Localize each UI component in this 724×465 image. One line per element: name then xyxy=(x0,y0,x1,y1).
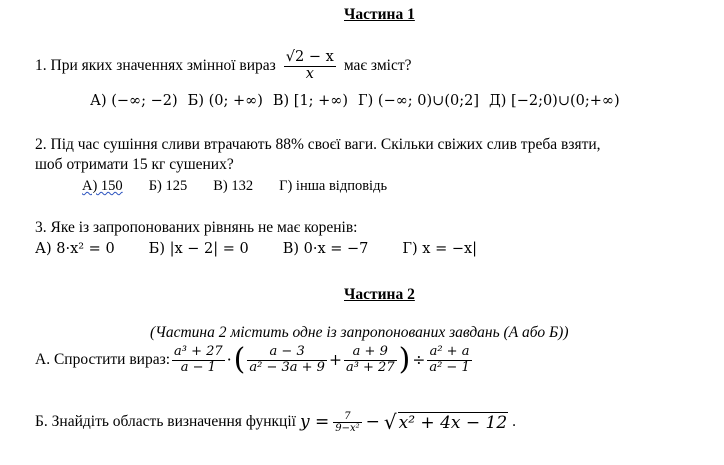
q1-prefix: 1. При яких значеннях змінної вираз xyxy=(35,57,276,75)
q3-option-b[interactable]: Б) |x − 2| = 0 xyxy=(148,241,249,257)
task-a-f1-denominator: a − 1 xyxy=(180,359,216,375)
q1-suffix: має зміст? xyxy=(343,57,412,75)
task-b-fraction-numerator: 7 xyxy=(333,411,361,423)
q1-option-d[interactable]: Г) (−∞; 0)∪(0;2] xyxy=(358,93,479,109)
part2-heading: Частина 2 xyxy=(344,286,415,303)
task-a-divide: ÷ xyxy=(412,351,426,369)
q3-option-d[interactable]: Г) x = −x| xyxy=(402,241,478,257)
task-a-fraction-2 xyxy=(247,345,327,375)
task-b-y: y = xyxy=(299,412,330,432)
task-a-f1-numerator: a³ + 27 xyxy=(174,344,223,360)
task-a-fraction-4 xyxy=(427,345,471,375)
q1-option-a[interactable]: А) (−∞; −2) xyxy=(90,93,178,109)
task-a-dot: · xyxy=(226,351,232,369)
task-b-period: . xyxy=(512,413,517,430)
q3-options xyxy=(35,241,477,257)
q2-option-b[interactable]: Б) 125 xyxy=(148,178,188,194)
task-a-f4-denominator: a² − 1 xyxy=(429,359,470,375)
task-b-label: Б. Знайдіть область визначення функції xyxy=(35,413,296,430)
q1-option-b[interactable]: Б) (0; +∞) xyxy=(187,93,263,109)
q2-option-d[interactable]: Г) інша відповідь xyxy=(279,178,388,194)
task-a-plus: + xyxy=(328,351,342,369)
q2-option-c[interactable]: В) 132 xyxy=(213,178,254,194)
task-a-open-paren: ( xyxy=(233,342,246,377)
task-b-sqrt-argument: x² + 4x − 12 xyxy=(398,412,508,433)
q3-text: 3. Яке із запропонованих рівнянь не має коренів: xyxy=(35,219,358,236)
task-a-f2-denominator: a² − 3a + 9 xyxy=(249,359,325,375)
task-a-f3-denominator: a³ + 27 xyxy=(345,359,395,375)
task-a-label: А. Спростити вираз: xyxy=(35,351,171,368)
q2-line-1: 2. Під час сушіння сливи втрачають 88% своєї ваги. Скільки свіжих слив треба взяти, xyxy=(35,136,601,153)
q1-option-c[interactable]: В) [1; +∞) xyxy=(272,93,349,109)
task-a-fraction-1 xyxy=(172,345,225,375)
q1-fraction-numerator: √2 − x xyxy=(285,49,334,65)
q2-option-a[interactable]: А) 150 xyxy=(82,178,123,194)
part1-heading: Частина 1 xyxy=(344,6,415,23)
task-b xyxy=(35,410,516,434)
task-a-close-paren: ) xyxy=(398,342,411,377)
task-a xyxy=(35,342,472,377)
part2-note: (Частина 2 містить одне із запропонованих завдань (А або Б)) xyxy=(150,324,569,341)
q1-fraction xyxy=(284,50,336,83)
q1-options xyxy=(90,93,620,109)
task-b-minus: − xyxy=(365,412,380,432)
q2-options xyxy=(82,178,387,195)
question-1 xyxy=(35,50,411,83)
sqrt-icon: √ xyxy=(383,410,397,434)
q3-option-a[interactable]: А) 8·x² = 0 xyxy=(35,241,115,257)
q2-line-2: шоб отримати 15 кг сушених? xyxy=(35,156,234,173)
task-a-f2-numerator: a − 3 xyxy=(247,345,327,360)
q1-option-e[interactable]: Д) [−2;0)∪(0;+∞) xyxy=(488,93,620,109)
task-a-f4-numerator: a² + a xyxy=(427,345,471,360)
task-a-f3-numerator: a + 9 xyxy=(344,345,397,360)
task-b-fraction xyxy=(333,411,361,434)
q1-fraction-denominator: x xyxy=(305,65,314,82)
q3-option-c[interactable]: В) 0·x = −7 xyxy=(282,241,369,257)
task-b-fraction-denominator: 9−x² xyxy=(335,422,360,434)
task-a-fraction-3 xyxy=(344,345,397,375)
